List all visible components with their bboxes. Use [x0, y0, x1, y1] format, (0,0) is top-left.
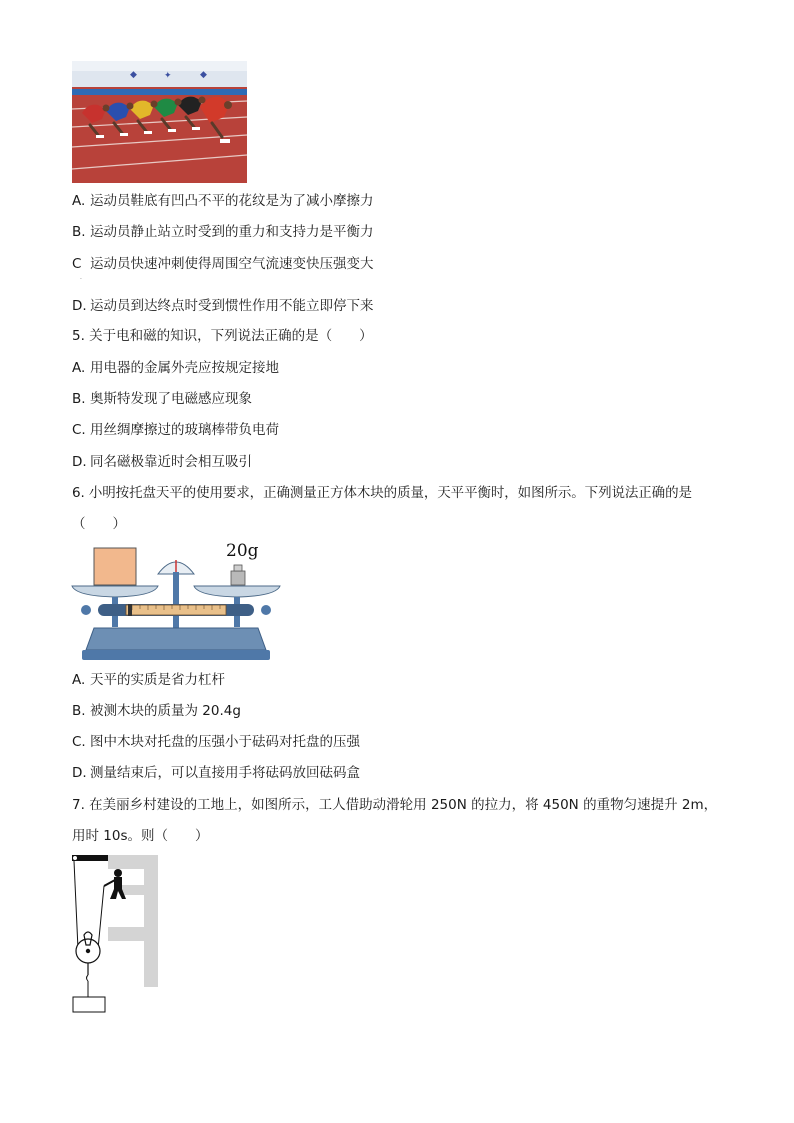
- q7-stem-line2: 用时 10s。则（ ）: [72, 828, 209, 844]
- svg-text:◆: ◆: [200, 70, 207, 80]
- q4-option-c: C 运动员快速冲刺使得周围空气流速变快压强变大: [72, 256, 374, 272]
- q5-option-b: B. 奥斯特发现了电磁感应现象: [72, 391, 252, 407]
- q5-option-d: D. 同名磁极靠近时会相互吸引: [72, 454, 252, 470]
- stray-dot: ·: [80, 276, 82, 283]
- q6-stem-line1: 6. 小明按托盘天平的使用要求，正确测量正方体木块的质量，天平平衡时，如图所示。下列说法正确的是: [72, 485, 692, 501]
- q4-option-a: A. 运动员鞋底有凹凸不平的花纹是为了减小摩擦力: [72, 193, 374, 209]
- q5-stem: 5. 关于电和磁的知识，下列说法正确的是（ ）: [72, 328, 373, 344]
- q6-option-b: B. 被测木块的质量为 20.4g: [72, 703, 241, 719]
- q6-option-c: C. 图中木块对托盘的压强小于砝码对托盘的压强: [72, 734, 360, 750]
- q4-option-b: B. 运动员静止站立时受到的重力和支持力是平衡力: [72, 224, 374, 240]
- svg-text:✦: ✦: [164, 71, 172, 81]
- q7-stem-line1: 7. 在美丽乡村建设的工地上，如图所示，工人借助动滑轮用 250N 的拉力，将 450N 的重物匀速提升 2m，: [72, 797, 718, 813]
- q6-option-d: D. 测量结束后，可以直接用手将砝码放回砝码盒: [72, 765, 360, 781]
- weight-label: 20g: [226, 541, 259, 561]
- pulley-figure: [70, 853, 162, 1015]
- q6-stem-line2: （ ）: [72, 516, 126, 532]
- q6-option-a: A. 天平的实质是省力杠杆: [72, 672, 225, 688]
- svg-text:◆: ◆: [130, 70, 137, 80]
- q5-option-a: A. 用电器的金属外壳应按规定接地: [72, 360, 279, 376]
- q5-option-c: C. 用丝绸摩擦过的玻璃棒带负电荷: [72, 422, 279, 438]
- sprint-start-photo: [72, 61, 247, 183]
- tray-balance-figure: [70, 540, 282, 664]
- q4-option-d: D. 运动员到达终点时受到惯性作用不能立即停下来: [72, 298, 374, 314]
